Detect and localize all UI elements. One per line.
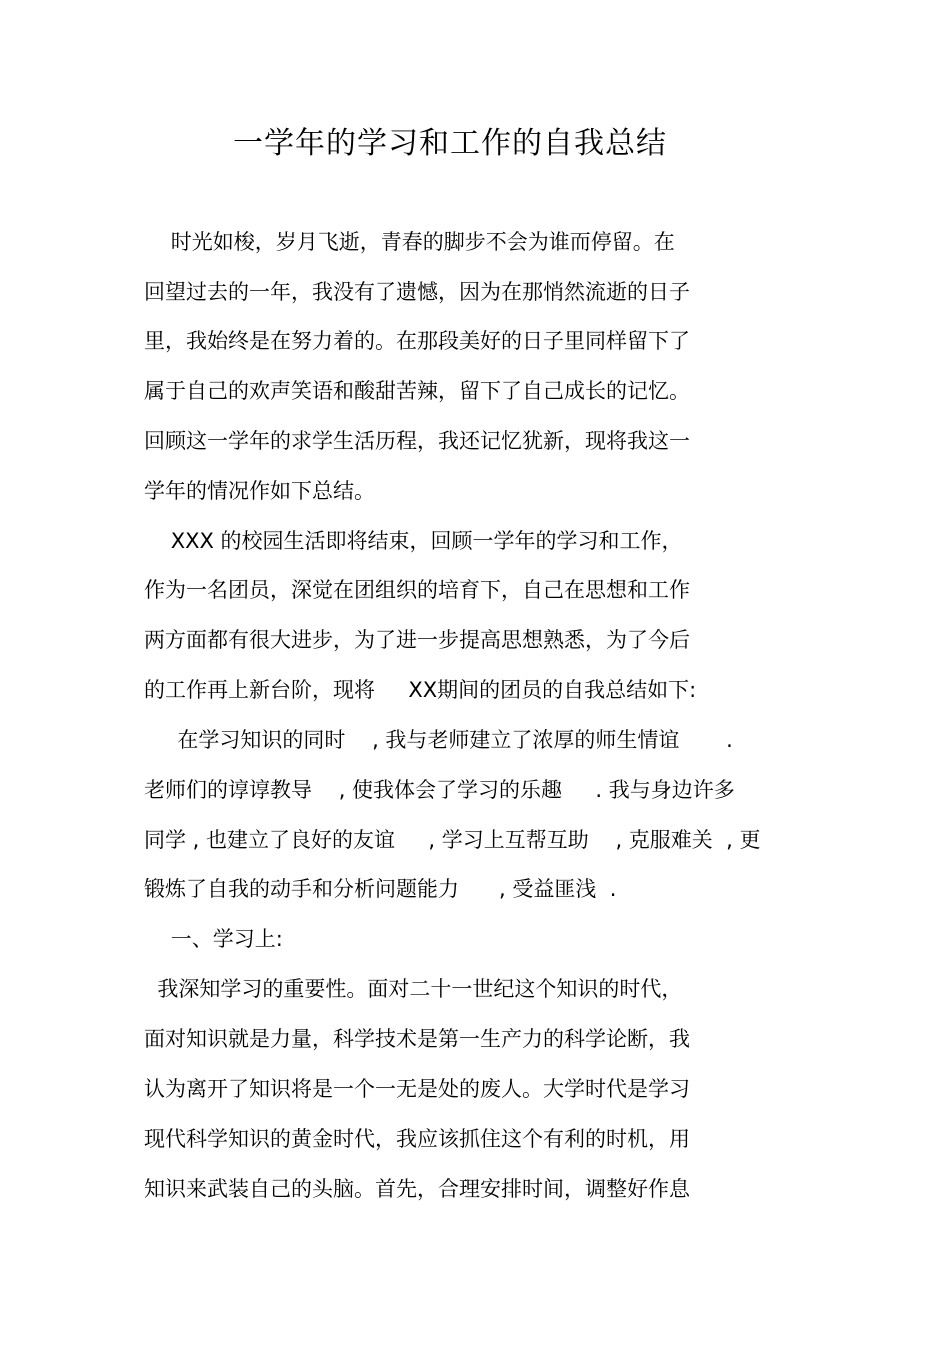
paragraph-line: 的工作再上新台阶，现将 XX期间的团员的自我总结如下: — [144, 678, 697, 702]
paragraph-line: 在学习知识的同时 , 我与老师建立了浓厚的师生情谊 . — [144, 728, 733, 752]
paragraph-line: 同学 , 也建立了良好的友谊 , 学习上互帮互助 , 克服难关 , 更 — [144, 828, 761, 852]
paragraph-line: 我深知学习的重要性。面对二十一世纪这个知识的时代， — [144, 977, 683, 1001]
paragraph-line: 两方面都有很大进步，为了进一步提高思想熟悉，为了今后 — [144, 628, 690, 652]
paragraph-line: 老师们的谆谆教导 , 使我体会了学习的乐趣 . 我与身边许多 — [144, 778, 735, 802]
paragraph-line: 回望过去的一年，我没有了遗憾，因为在那悄然流逝的日子 — [144, 280, 690, 304]
paragraph-line: 知识来武装自己的头脑。首先，合理安排时间，调整好作息 — [144, 1177, 690, 1201]
paragraph-line: 锻炼了自我的动手和分析问题能力 , 受益匪浅 . — [144, 877, 617, 901]
paragraph-line: 作为一名团员，深觉在团组织的培育下，自己在思想和工作 — [144, 578, 690, 602]
document-title: 一学年的学习和工作的自我总结 — [233, 126, 667, 161]
paragraph-line: 现代科学知识的黄金时代，我应该抓住这个有利的时机，用 — [144, 1127, 690, 1151]
section-heading: 一、学习上: — [144, 927, 283, 951]
paragraph-line: 属于自己的欢声笑语和酸甜苦辣，留下了自己成长的记忆。 — [144, 379, 690, 403]
paragraph-line: XXX 的校园生活即将结束，回顾一学年的学习和工作， — [144, 529, 683, 553]
paragraph-line: 学年的情况作如下总结。 — [144, 479, 375, 503]
paragraph-line: 认为离开了知识将是一个一无是处的废人。大学时代是学习 — [144, 1077, 690, 1101]
paragraph-line: 回顾这一学年的求学生活历程，我还记忆犹新，现将我这一 — [144, 429, 690, 453]
paragraph-line: 里，我始终是在努力着的。在那段美好的日子里同样留下了 — [144, 329, 690, 353]
paragraph-line: 时光如梭，岁月飞逝，青春的脚步不会为谁而停留。在 — [144, 230, 675, 254]
paragraph-line: 面对知识就是力量，科学技术是第一生产力的科学论断，我 — [144, 1027, 690, 1051]
